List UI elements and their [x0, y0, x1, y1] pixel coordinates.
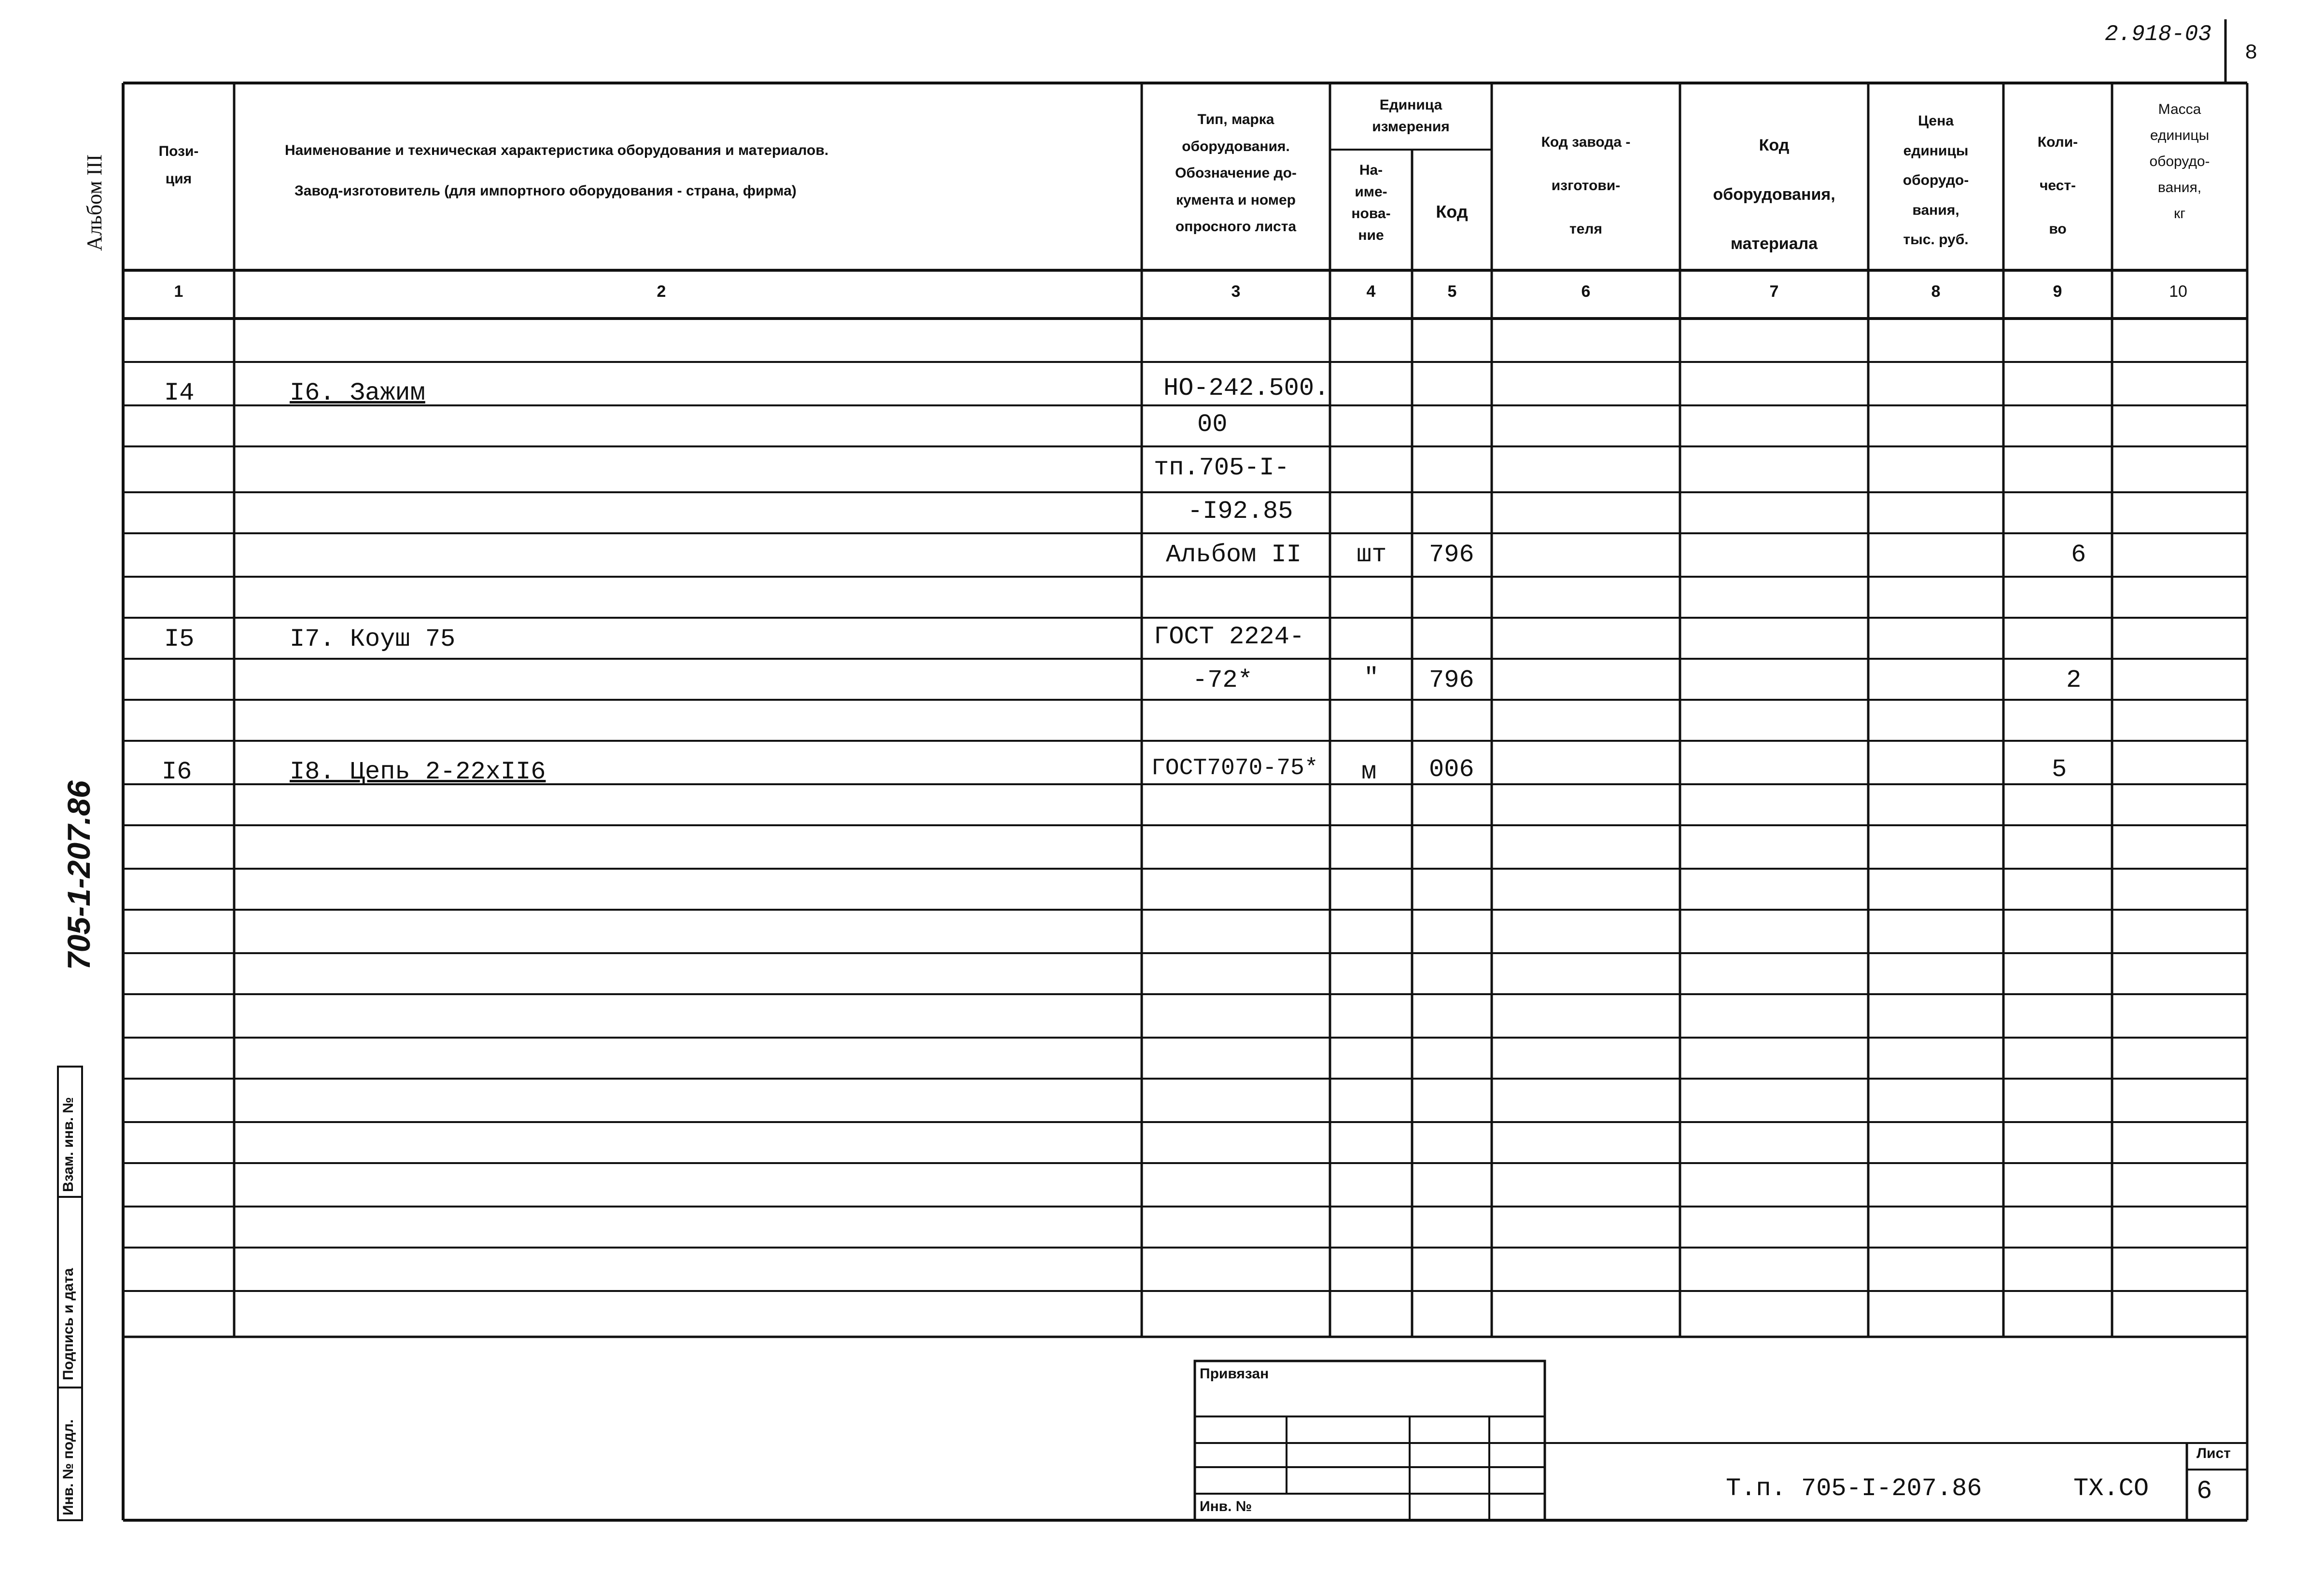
header-mass: Масса единицы оборудо- вания, кг — [2149, 101, 2210, 222]
doc-mark: ТХ.СО — [2073, 1474, 2149, 1503]
row6-type: ГОСТ 2224- — [1154, 623, 1305, 651]
colnum-3: 3 — [1231, 282, 1241, 301]
row5-type: Альбом II — [1166, 541, 1301, 569]
colnum-1: 1 — [174, 282, 183, 301]
header-equipment-code: Код оборудования, материала — [1713, 136, 1835, 253]
header-type: Тип, марка оборудования. Обозначение до- кумента и номер опросного листа — [1175, 111, 1297, 235]
row6-name: I7. Коуш 75 — [290, 625, 456, 653]
header-unit-name: На- име- нова- ние — [1351, 162, 1391, 243]
header-name: Наименование и техническая характеристика оборудования и материалов. Завод-изготовитель (для импортного оборудования - страна, фирма) — [285, 142, 829, 199]
colnum-2: 2 — [657, 282, 666, 301]
sheet-number: 6 — [2197, 1477, 2212, 1506]
stamp-signature-date: Подпись и дата — [60, 1268, 76, 1380]
colnum-10: 10 — [2169, 282, 2187, 301]
header-position: Пози- ция — [158, 143, 199, 187]
row7-qty: 2 — [2066, 666, 2082, 694]
colnum-9: 9 — [2053, 282, 2062, 301]
row8-qty: 5 — [2052, 755, 2067, 784]
colnum-7: 7 — [1769, 282, 1779, 301]
header-maker-code: Код завода - изготови- теля — [1541, 134, 1631, 237]
colnum-4: 4 — [1366, 282, 1376, 301]
row4-type: -I92.85 — [1188, 497, 1293, 526]
colnum-8: 8 — [1931, 282, 1941, 301]
header-quantity: Коли- чест- во — [2037, 134, 2078, 237]
doc-code: 2.918-03 — [2105, 22, 2211, 47]
doc-number: Т.п. 705-I-207.86 — [1726, 1474, 1982, 1503]
colnum-6: 6 — [1581, 282, 1591, 301]
row3-type: тп.705-I- — [1154, 454, 1289, 482]
inv-label: Инв. № — [1200, 1499, 1252, 1514]
row1-pos: I4 — [164, 379, 195, 407]
bound-label: Привязан — [1200, 1366, 1269, 1382]
row5-code: 796 — [1429, 541, 1474, 569]
colnum-5: 5 — [1447, 282, 1457, 301]
sheet-corner: 8 — [2245, 41, 2258, 65]
project-label: 705-1-207.86 — [61, 780, 97, 970]
stamp-inv-podl: Инв. № подл. — [60, 1419, 76, 1515]
row2-type: 00 — [1197, 410, 1228, 439]
header-unit: Единица измерения — [1372, 97, 1450, 135]
header-price: Цена единицы оборудо- вания, тыс. руб. — [1903, 113, 1969, 248]
row1-name: I6. Зажим — [290, 379, 425, 407]
row7-code: 796 — [1429, 666, 1474, 694]
row6-pos: I5 — [164, 625, 195, 653]
album-label: Альбом III — [83, 154, 106, 251]
header-unit-code: Код — [1436, 202, 1468, 222]
row5-unit: шт — [1357, 541, 1387, 569]
row8-type: ГОСТ7070-75* — [1151, 755, 1318, 781]
row8-name: I8. Цепь 2-22хII6 — [290, 758, 546, 786]
row7-unit: " — [1364, 664, 1379, 692]
row8-unit: м — [1361, 758, 1377, 786]
row7-type: -72* — [1192, 666, 1253, 694]
row5-qty: 6 — [2071, 541, 2086, 569]
sheet-label: Лист — [2197, 1445, 2231, 1461]
row8-code: 006 — [1429, 755, 1474, 784]
row1-type: НО-242.500. — [1163, 374, 1329, 402]
stamp-vzam-inv: Взам. инв. № — [60, 1097, 76, 1192]
row8-pos: I6 — [162, 758, 192, 786]
